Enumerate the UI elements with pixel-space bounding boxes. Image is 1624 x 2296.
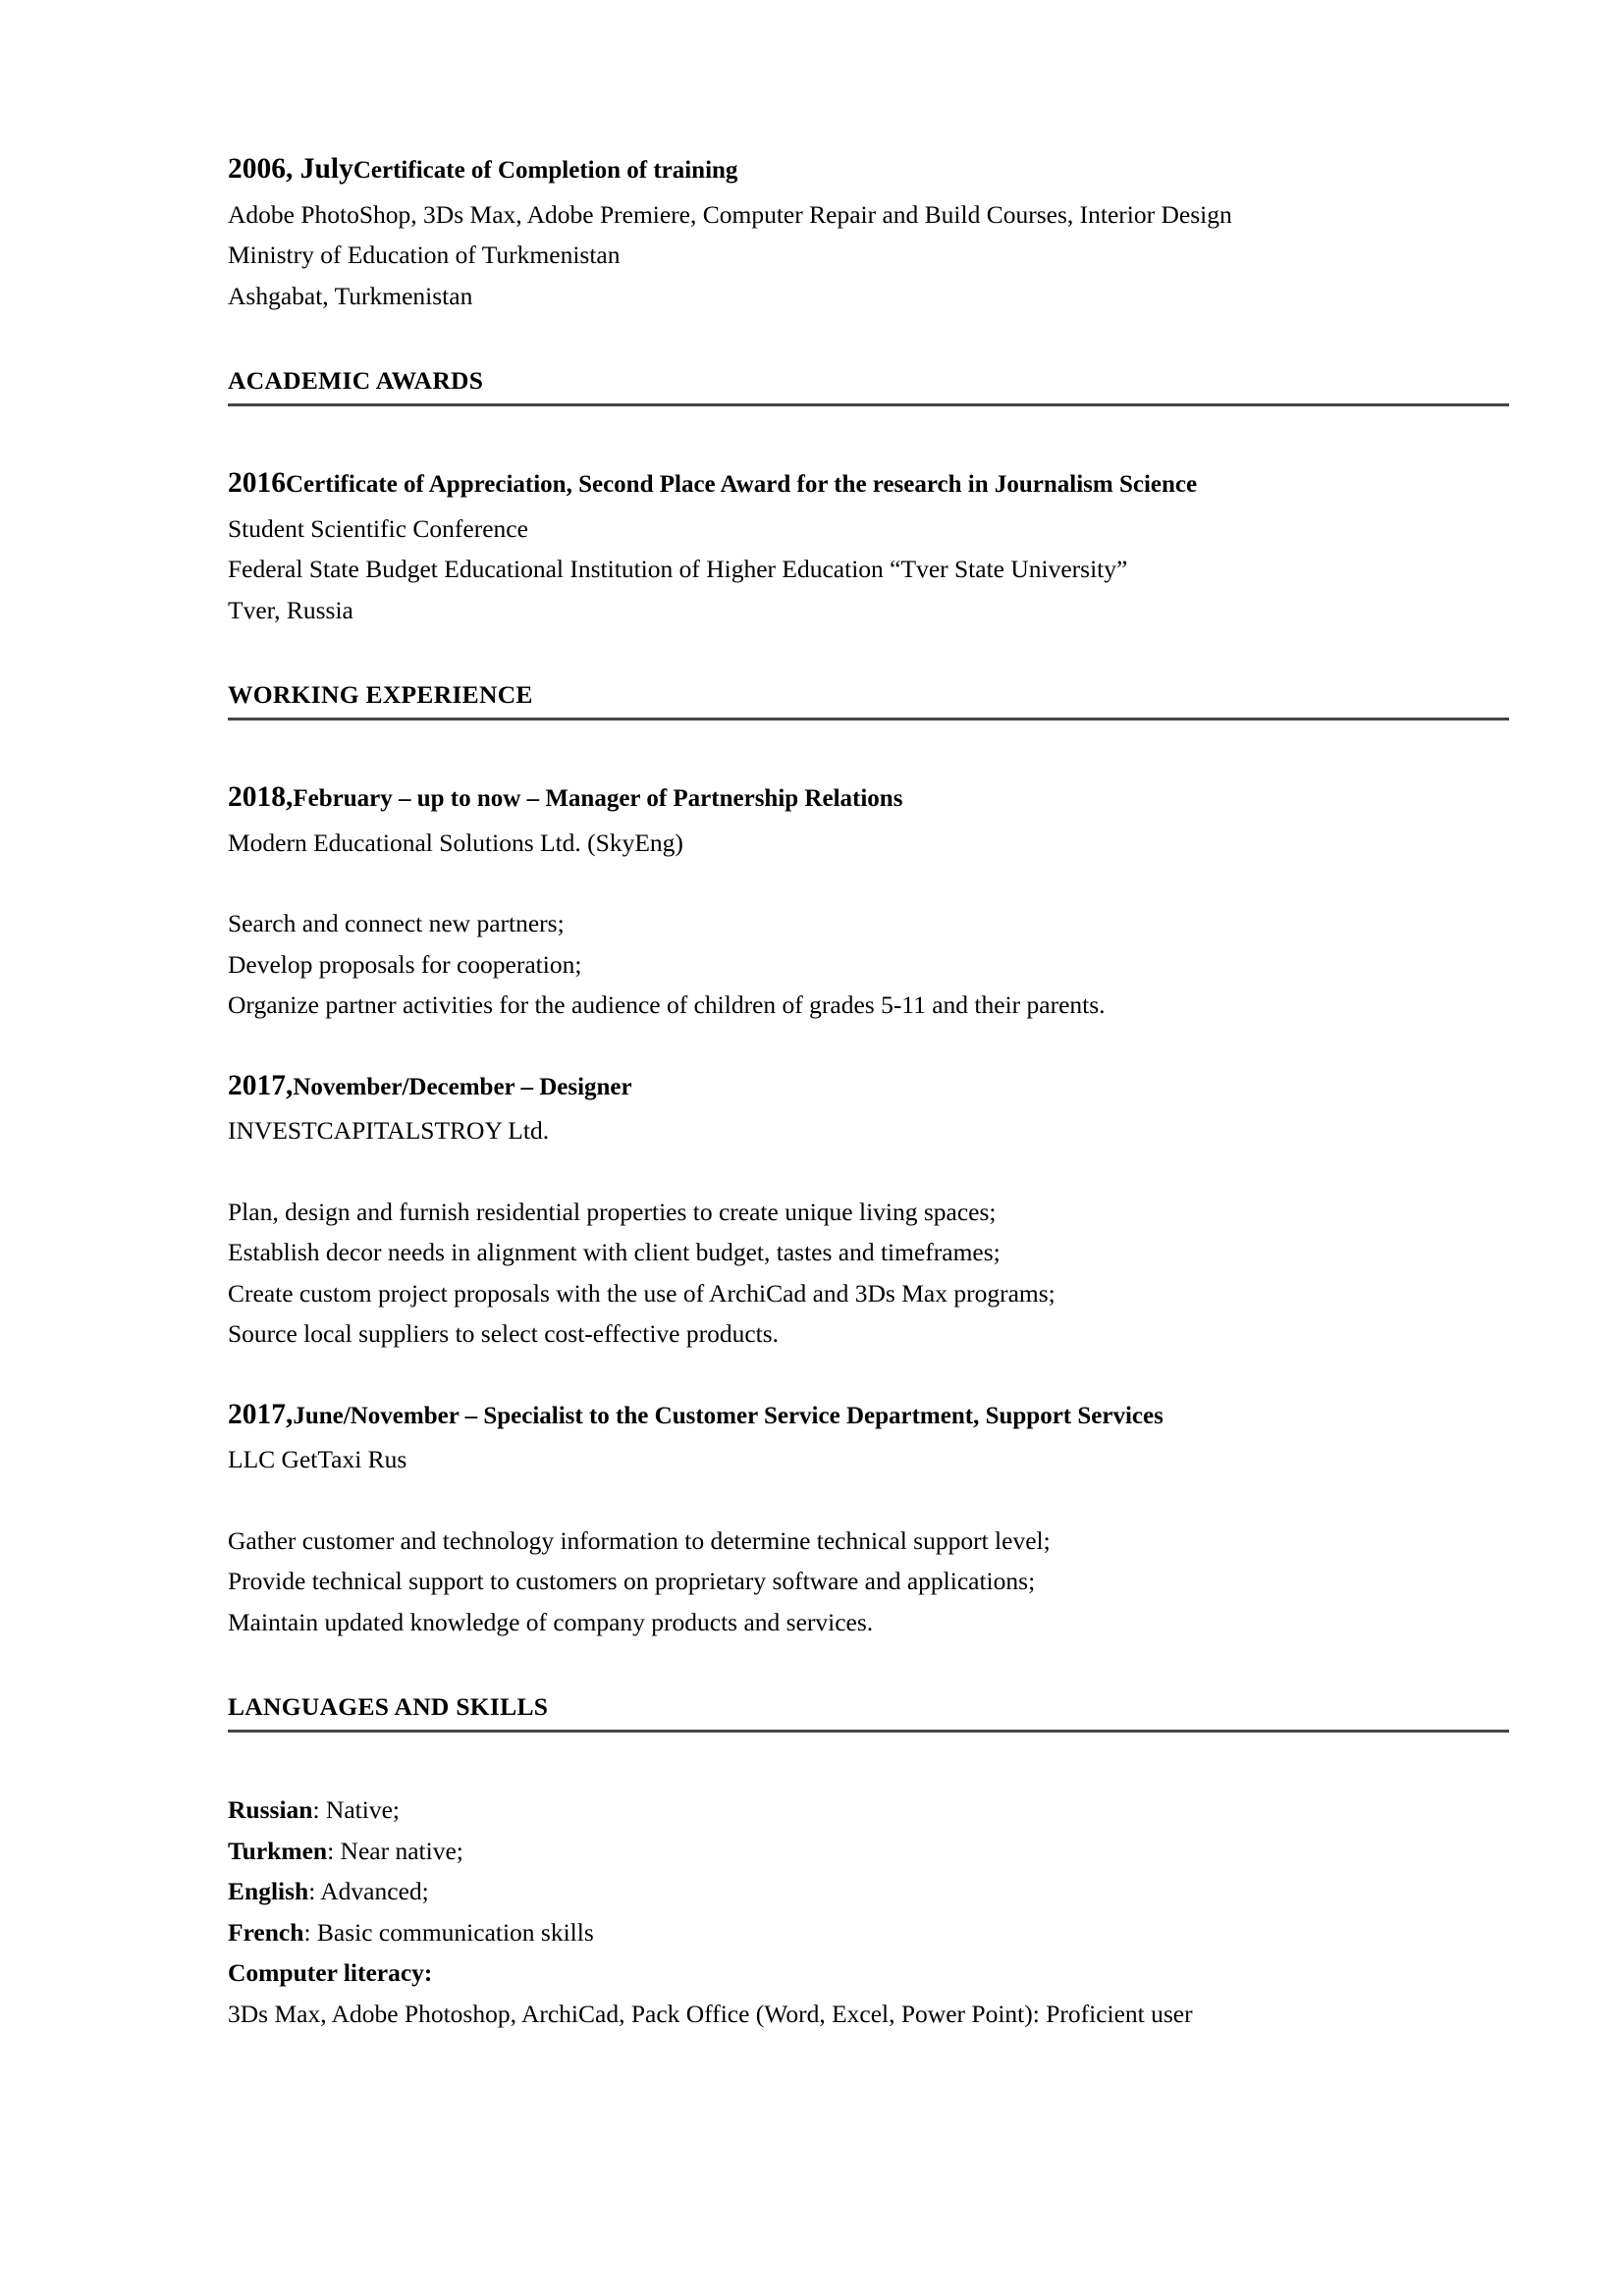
spacer xyxy=(228,1026,1500,1066)
language-item xyxy=(228,1912,1500,1953)
language-name: Russian xyxy=(228,1795,313,1824)
job-duty: Provide technical support to customers on proprietary software and applications; xyxy=(228,1567,1036,1595)
language-name: English xyxy=(228,1877,309,1905)
job-entry-year: 2017, xyxy=(228,1069,294,1101)
language-level: : Basic communication skills xyxy=(303,1917,594,1947)
job-entry-2017-designer xyxy=(228,1066,1500,1355)
spacer xyxy=(228,1733,1500,1789)
section-heading-academic-awards: ACADEMIC AWARDS xyxy=(228,362,1509,406)
job-entry-2017-support xyxy=(228,1395,1500,1643)
language-item xyxy=(228,1871,1500,1912)
spacer xyxy=(228,863,1500,903)
job-duty: Gather customer and technology information to determine technical support level; xyxy=(228,1525,1051,1555)
job-duty: Source local suppliers to select cost-effective products. xyxy=(228,1319,780,1348)
job-entry-title: February – up to now – Manager of Partnership Relations xyxy=(293,785,903,812)
language-level: : Advanced; xyxy=(308,1877,429,1905)
language-name: French xyxy=(228,1917,304,1947)
education-entry-2006 xyxy=(228,149,1500,316)
section-heading-working-experience: WORKING EXPERIENCE xyxy=(228,676,1509,721)
spacer xyxy=(228,1642,1500,1688)
education-entry-organization: Ministry of Education of Turkmenistan xyxy=(228,240,621,269)
languages-list xyxy=(228,1789,1500,2034)
language-level: : Near native; xyxy=(327,1836,463,1865)
job-entry-2018 xyxy=(228,777,1500,1026)
language-level: : Native; xyxy=(312,1795,400,1824)
job-duty: Develop proposals for cooperation; xyxy=(228,949,582,979)
job-entry-company: LLC GetTaxi Rus xyxy=(228,1445,407,1473)
education-entry-year: 2006, July xyxy=(228,153,353,185)
education-entry-detail: Adobe PhotoShop, 3Ds Max, Adobe Premiere, Computer Repair and Build Courses, Interior Design xyxy=(228,199,1232,229)
education-entry-title: Certificate of Completion of training xyxy=(352,157,738,184)
job-entry-year: 2017, xyxy=(228,1398,294,1430)
language-item xyxy=(228,1789,1500,1831)
job-entry-year: 2018, xyxy=(228,781,294,813)
page-content xyxy=(228,149,1500,2034)
job-entry-title: June/November – Specialist to the Customer Service Department, Support Services xyxy=(293,1402,1164,1429)
job-duty: Plan, design and furnish residential properties to create unique living spaces; xyxy=(228,1197,997,1226)
award-entry-location: Tver, Russia xyxy=(228,595,353,624)
section-heading-languages-and-skills: LANGUAGES AND SKILLS xyxy=(228,1688,1509,1733)
education-entry-headline xyxy=(228,149,1500,194)
job-duty: Maintain updated knowledge of company products and services. xyxy=(228,1607,874,1636)
award-entry-2016 xyxy=(228,463,1500,630)
spacer xyxy=(228,1151,1500,1192)
spacer xyxy=(228,721,1500,777)
computer-literacy-value: 3Ds Max, Adobe Photoshop, ArchiCad, Pack Office (Word, Excel, Power Point): Proficient user xyxy=(228,1999,1193,2028)
language-item xyxy=(228,1831,1500,1872)
job-duty: Create custom project proposals with the use of ArchiCad and 3Ds Max programs; xyxy=(228,1278,1056,1308)
award-entry-title: Certificate of Appreciation, Second Place Award for the research in Journalism Science xyxy=(286,471,1198,498)
job-duty: Establish decor needs in alignment with client budget, tastes and timeframes; xyxy=(228,1238,1001,1266)
spacer xyxy=(228,1480,1500,1521)
job-entry-company: INVESTCAPITALSTROY Ltd. xyxy=(228,1116,550,1145)
award-entry-institution: Federal State Budget Educational Institution of Higher Education “Tver State University” xyxy=(228,555,1128,583)
job-entry-title: November/December – Designer xyxy=(293,1073,632,1100)
computer-literacy-label: Computer literacy: xyxy=(228,1958,433,1987)
job-entry-company: Modern Educational Solutions Ltd. (SkyEng) xyxy=(228,828,683,857)
education-entry-location: Ashgabat, Turkmenistan xyxy=(228,281,473,310)
spacer xyxy=(228,406,1500,463)
spacer xyxy=(228,1355,1500,1395)
award-entry-year: 2016 xyxy=(228,467,286,499)
spacer xyxy=(228,630,1500,676)
spacer xyxy=(228,316,1500,362)
job-entry-headline xyxy=(228,1395,1500,1440)
language-name: Turkmen xyxy=(228,1836,328,1865)
job-entry-headline xyxy=(228,777,1500,823)
job-entry-headline xyxy=(228,1066,1500,1111)
award-entry-event: Student Scientific Conference xyxy=(228,513,528,543)
job-duty: Organize partner activities for the audience of children of grades 5-11 and their parents. xyxy=(228,990,1106,1019)
job-duty: Search and connect new partners; xyxy=(228,909,565,937)
award-entry-headline xyxy=(228,463,1500,508)
